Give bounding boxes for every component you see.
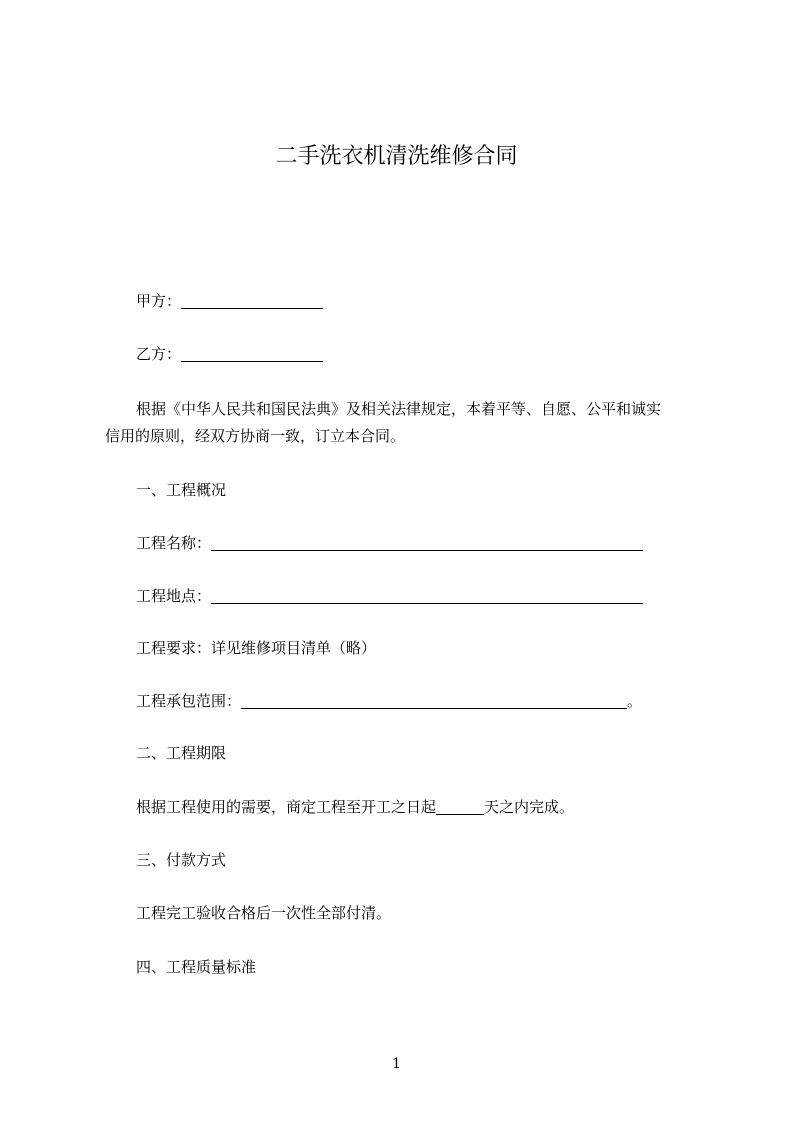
party-b-label: 乙方：	[136, 345, 182, 363]
preamble-line-2: 信用的原则，经双方协商一致，订立本合同。	[105, 427, 406, 445]
page-number: 1	[392, 1056, 401, 1072]
duration-text-before: 根据工程使用的需要，商定工程至开工之日起	[136, 798, 437, 816]
document-title: 二手洗衣机清洗维修合同	[275, 144, 518, 169]
party-b-blank[interactable]	[181, 345, 323, 362]
project-scope-label: 工程承包范围：	[136, 692, 242, 710]
party-a-blank[interactable]	[181, 292, 323, 309]
section-2-heading: 二、工程期限	[136, 744, 227, 762]
party-b-line	[136, 343, 323, 365]
project-scope-line	[136, 690, 642, 712]
duration-line	[136, 796, 574, 818]
section-3-heading: 三、付款方式	[136, 851, 227, 869]
project-name-blank[interactable]	[211, 534, 643, 551]
preamble-paragraph	[105, 396, 705, 450]
project-requirements: 工程要求：详见维修项目清单（略）	[136, 639, 377, 657]
duration-text-after: 天之内完成。	[484, 798, 575, 816]
party-a-label: 甲方：	[136, 292, 182, 310]
duration-days-blank[interactable]	[436, 798, 484, 815]
project-scope-end: 。	[627, 692, 643, 710]
project-scope-blank[interactable]	[241, 692, 627, 709]
section-1-heading: 一、工程概况	[136, 481, 227, 499]
preamble-line-1: 根据《中华人民共和国民法典》及相关法律规定，本着平等、自愿、公平和诚实	[136, 400, 662, 418]
project-name-line	[136, 532, 643, 554]
project-location-blank[interactable]	[211, 587, 643, 604]
payment-text: 工程完工验收合格后一次性全部付清。	[136, 904, 392, 922]
project-location-label: 工程地点：	[136, 587, 212, 605]
section-4-heading: 四、工程质量标准	[136, 958, 257, 976]
project-location-line	[136, 585, 643, 607]
project-name-label: 工程名称：	[136, 534, 212, 552]
party-a-line	[136, 290, 323, 312]
